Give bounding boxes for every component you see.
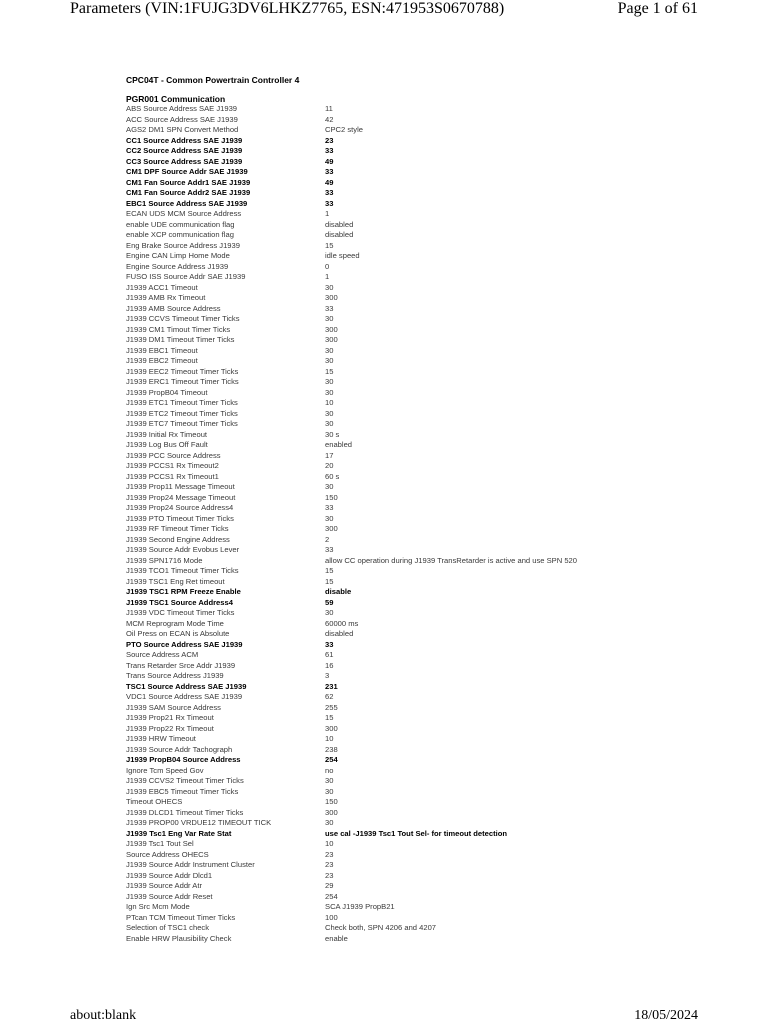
parameter-name: PTO Source Address SAE J1939	[126, 639, 243, 649]
parameter-name: VDC1 Source Address SAE J1939	[126, 692, 243, 701]
parameter-row	[126, 913, 646, 924]
parameter-name: Engine Source Address J1939	[126, 261, 229, 271]
parameter-row	[126, 902, 646, 913]
parameter-name: J1939 PropB04 Source Address	[126, 755, 241, 764]
parameter-row	[126, 388, 646, 399]
parameter-row	[126, 251, 646, 262]
parameter-value: disabled	[325, 219, 354, 229]
parameter-row	[126, 220, 646, 231]
parameter-value: 3	[325, 671, 330, 680]
parameter-row	[126, 493, 646, 504]
parameter-value: 2	[325, 534, 330, 544]
parameter-row	[126, 923, 646, 934]
parameter-value: 33	[325, 303, 334, 313]
parameter-value: enable	[325, 933, 348, 943]
parameter-name: J1939 AMB Rx Timeout	[126, 293, 206, 302]
parameter-value: 30	[325, 356, 334, 365]
parameter-value: 10	[325, 839, 334, 848]
parameter-name: J1939 CCVS2 Timeout Timer Ticks	[126, 776, 244, 785]
parameter-name: J1939 TCO1 Timeout Timer Ticks	[126, 566, 239, 575]
footer-date: 18/05/2024	[634, 1008, 698, 1023]
parameter-value: 30	[325, 282, 334, 292]
parameter-row	[126, 314, 646, 325]
parameter-row	[126, 293, 646, 304]
parameter-row	[126, 104, 646, 115]
parameter-name: Enable HRW Plausibility Check	[126, 933, 232, 943]
parameter-row	[126, 724, 646, 735]
parameter-value: 255	[325, 702, 338, 712]
parameter-value: 238	[325, 744, 338, 754]
parameter-name: Engine CAN Limp Home Mode	[126, 251, 230, 260]
parameter-value: 30	[325, 408, 334, 418]
parameter-value: 23	[325, 870, 334, 880]
parameter-row	[126, 934, 646, 945]
section-title: PGR001 Communication	[126, 94, 226, 104]
parameter-value: disable	[325, 587, 352, 596]
parameter-row	[126, 115, 646, 126]
parameter-value: 33	[325, 503, 334, 512]
parameter-value: no	[325, 765, 334, 775]
parameter-value: CPC2 style	[325, 125, 363, 134]
parameter-name: J1939 Prop24 Message Timeout	[126, 492, 236, 502]
parameter-row	[126, 440, 646, 451]
parameter-name: Source Address OHECS	[126, 849, 209, 859]
parameter-row	[126, 797, 646, 808]
parameter-row	[126, 377, 646, 388]
parameter-name: CM1 Fan Source Addr2 SAE J1939	[126, 188, 251, 197]
parameter-value: 33	[325, 146, 334, 155]
parameter-name: FUSO ISS Source Addr SAE J1939	[126, 272, 246, 281]
parameter-value: 42	[325, 114, 334, 124]
parameter-value: 150	[325, 492, 338, 502]
parameter-value: 30	[325, 513, 334, 523]
parameter-row	[126, 556, 646, 567]
parameter-row	[126, 346, 646, 357]
parameter-name: J1939 PROP00 VRDUE12 TIMEOUT TICK	[126, 818, 272, 827]
parameter-name: J1939 Source Addr Dlcd1	[126, 870, 213, 880]
parameter-row	[126, 514, 646, 525]
parameter-row	[126, 650, 646, 661]
parameter-row	[126, 398, 646, 409]
parameter-row	[126, 503, 646, 514]
parameter-value: 23	[325, 135, 334, 145]
parameter-value: 30	[325, 377, 334, 386]
parameter-row	[126, 619, 646, 630]
parameter-row	[126, 146, 646, 157]
parameter-row	[126, 136, 646, 147]
parameter-name: enable UDE communication flag	[126, 219, 235, 229]
parameter-name: J1939 Source Addr Reset	[126, 891, 213, 901]
header-title: Parameters (VIN:1FUJG3DV6LHKZ7765, ESN:471953S0670788)	[70, 0, 505, 17]
parameter-row	[126, 776, 646, 787]
parameter-name: CM1 DPF Source Addr SAE J1939	[126, 167, 248, 176]
parameter-row	[126, 745, 646, 756]
parameter-value: 61	[325, 650, 334, 659]
parameter-row	[126, 608, 646, 619]
parameter-value: 15	[325, 566, 334, 575]
parameter-value: 30	[325, 345, 334, 355]
parameter-name: J1939 Initial Rx Timeout	[126, 429, 208, 439]
parameter-name: J1939 EBC2 Timeout	[126, 356, 198, 365]
parameter-value: 1	[325, 272, 330, 281]
parameter-value: 300	[325, 335, 338, 344]
page-header	[70, 0, 698, 18]
parameter-value: 11	[325, 104, 333, 113]
parameter-value: 49	[325, 177, 334, 187]
parameter-name: J1939 PCC Source Address	[126, 450, 221, 460]
parameter-name: J1939 Tsc1 Eng Var Rate Stat	[126, 828, 232, 838]
parameter-name: CC3 Source Address SAE J1939	[126, 156, 243, 166]
parameter-value: 100	[325, 912, 338, 922]
parameter-value: 15	[325, 366, 334, 376]
parameter-row	[126, 209, 646, 220]
parameter-name: J1939 ETC2 Timeout Timer Ticks	[126, 408, 238, 418]
parameter-value: 30	[325, 776, 334, 785]
parameter-row	[126, 262, 646, 273]
parameter-value: Check both, SPN 4206 and 4207	[325, 923, 437, 932]
parameter-row	[126, 661, 646, 672]
parameter-name: J1939 Prop22 Rx Timeout	[126, 723, 214, 733]
parameter-row	[126, 671, 646, 682]
parameter-value: disabled	[325, 629, 354, 638]
parameter-name: Selection of TSC1 check	[126, 923, 210, 932]
parameter-value: 300	[325, 723, 338, 733]
parameter-value: 60 s	[325, 471, 340, 481]
parameter-name: J1939 DM1 Timeout Timer Ticks	[126, 335, 235, 344]
parameter-row	[126, 787, 646, 798]
parameter-row	[126, 703, 646, 714]
parameter-value: 10	[325, 398, 334, 407]
parameter-value: 49	[325, 156, 334, 166]
parameter-value: 300	[325, 524, 338, 533]
parameter-name: MCM Reprogram Mode Time	[126, 618, 224, 628]
parameter-name: J1939 CCVS Timeout Timer Ticks	[126, 314, 240, 323]
parameter-row	[126, 871, 646, 882]
parameter-row	[126, 860, 646, 871]
parameter-row	[126, 178, 646, 189]
parameter-name: AGS2 DM1 SPN Convert Method	[126, 125, 239, 134]
parameter-name: Eng Brake Source Address J1939	[126, 240, 240, 250]
parameter-value: 30	[325, 818, 334, 827]
parameter-row	[126, 881, 646, 892]
parameter-value: 0	[325, 261, 330, 271]
parameter-name: J1939 PCCS1 Rx Timeout2	[126, 461, 219, 470]
parameter-value: 23	[325, 849, 334, 859]
parameter-row	[126, 430, 646, 441]
parameter-row	[126, 566, 646, 577]
parameter-row	[126, 335, 646, 346]
parameter-name: J1939 EEC2 Timeout Timer Ticks	[126, 366, 239, 376]
parameter-value: 300	[325, 807, 338, 817]
parameter-name: J1939 EBC1 Timeout	[126, 345, 198, 355]
parameter-value: 17	[325, 450, 334, 460]
parameter-name: J1939 Prop11 Message Timeout	[126, 482, 235, 491]
parameter-name: Timeout OHECS	[126, 797, 183, 806]
parameter-row	[126, 461, 646, 472]
parameter-value: 15	[325, 240, 334, 250]
parameter-name: J1939 Source Addr Instrument Cluster	[126, 860, 255, 869]
parameter-row	[126, 125, 646, 136]
parameter-name: J1939 HRW Timeout	[126, 734, 196, 743]
parameter-row	[126, 545, 646, 556]
parameter-name: J1939 TSC1 RPM Freeze Enable	[126, 587, 241, 596]
parameter-row	[126, 640, 646, 651]
parameter-name: Source Address ACM	[126, 650, 199, 659]
parameter-row	[126, 577, 646, 588]
parameter-name: J1939 RF Timeout Timer Ticks	[126, 524, 229, 533]
parameter-name: J1939 PropB04 Timeout	[126, 387, 208, 397]
parameter-name: J1939 PCCS1 Rx Timeout1	[126, 471, 219, 481]
parameter-row	[126, 524, 646, 535]
parameter-row	[126, 734, 646, 745]
parameter-row	[126, 766, 646, 777]
footer-url: about:blank	[70, 1008, 137, 1023]
parameter-name: J1939 SAM Source Address	[126, 702, 221, 712]
parameter-name: ECAN UDS MCM Source Address	[126, 209, 242, 218]
parameter-value: 30 s	[325, 429, 340, 439]
parameter-value: 30	[325, 387, 334, 397]
parameter-name: J1939 PTO Timeout Timer Ticks	[126, 513, 234, 523]
parameter-row	[126, 356, 646, 367]
parameter-name: enable XCP communication flag	[126, 230, 234, 239]
parameter-list	[126, 104, 646, 944]
parameter-value: 33	[325, 545, 334, 554]
parameter-value: 33	[325, 188, 334, 197]
parameter-row	[126, 451, 646, 462]
parameter-row	[126, 850, 646, 861]
parameter-value: 33	[325, 167, 334, 176]
parameter-row	[126, 325, 646, 336]
parameter-value: 29	[325, 881, 334, 890]
parameter-row	[126, 535, 646, 546]
parameter-name: J1939 AMB Source Address	[126, 303, 221, 313]
parameter-value: 23	[325, 860, 334, 869]
parameter-value: 1	[325, 209, 330, 218]
parameter-value: 16	[325, 660, 334, 670]
parameter-row	[126, 304, 646, 315]
parameter-row	[126, 482, 646, 493]
parameter-name: J1939 Prop24 Source Address4	[126, 503, 234, 512]
parameter-name: J1939 EBC5 Timeout Timer Ticks	[126, 786, 239, 796]
parameter-name: ACC Source Address SAE J1939	[126, 114, 238, 124]
parameter-row	[126, 892, 646, 903]
parameter-value: 15	[325, 713, 334, 722]
parameter-row	[126, 157, 646, 168]
parameter-name: EBC1 Source Address SAE J1939	[126, 198, 248, 208]
parameter-name: J1939 Prop21 Rx Timeout	[126, 713, 214, 722]
parameter-value: 62	[325, 692, 334, 701]
parameter-name: J1939 TSC1 Eng Ret timeout	[126, 576, 225, 586]
parameter-value: 10	[325, 734, 334, 743]
parameter-row	[126, 629, 646, 640]
parameter-name: PTcan TCM Timeout Timer Ticks	[126, 912, 236, 922]
parameter-row	[126, 587, 646, 598]
parameter-value: 30	[325, 419, 334, 428]
parameter-name: J1939 VDC Timeout Timer Ticks	[126, 608, 235, 617]
parameter-name: J1939 Log Bus Off Fault	[126, 440, 208, 449]
parameter-value: 30	[325, 608, 334, 617]
parameter-row	[126, 241, 646, 252]
parameter-name: Ign Src Mcm Mode	[126, 902, 190, 911]
parameter-value: idle speed	[325, 251, 360, 260]
parameter-row	[126, 818, 646, 829]
parameter-row	[126, 839, 646, 850]
parameter-row	[126, 230, 646, 241]
parameter-row	[126, 598, 646, 609]
parameter-name: J1939 Tsc1 Tout Sel	[126, 839, 194, 848]
parameter-name: Trans Retarder Srce Addr J1939	[126, 660, 236, 670]
parameter-value: 33	[325, 198, 334, 208]
parameter-name: CC2 Source Address SAE J1939	[126, 146, 243, 155]
parameter-value: disabled	[325, 230, 354, 239]
parameter-name: J1939 Second Engine Address	[126, 534, 230, 544]
parameter-value: 20	[325, 461, 334, 470]
parameter-row	[126, 167, 646, 178]
parameter-value: allow CC operation during J1939 TransRetarder is active and use SPN 520	[325, 555, 577, 565]
parameter-value: 254	[325, 755, 338, 764]
parameter-row	[126, 409, 646, 420]
parameter-name: TSC1 Source Address SAE J1939	[126, 681, 247, 691]
parameter-name: J1939 SPN1716 Mode	[126, 555, 203, 565]
parameter-name: CC1 Source Address SAE J1939	[126, 135, 243, 145]
parameter-value: 60000 ms	[325, 618, 359, 628]
parameter-name: CM1 Fan Source Addr1 SAE J1939	[126, 177, 251, 187]
parameter-value: 30	[325, 786, 334, 796]
parameter-row	[126, 755, 646, 766]
parameter-name: J1939 ERC1 Timeout Timer Ticks	[126, 377, 239, 386]
parameter-name: Trans Source Address J1939	[126, 671, 224, 680]
parameter-name: J1939 Source Addr Atr	[126, 881, 202, 890]
parameter-row	[126, 199, 646, 210]
parameter-value: 300	[325, 324, 338, 334]
parameter-name: J1939 Source Addr Evobus Lever	[126, 545, 240, 554]
parameter-name: Oil Press on ECAN is Absolute	[126, 629, 230, 638]
parameter-name: Ignore Tcm Speed Gov	[126, 765, 204, 775]
parameter-row	[126, 367, 646, 378]
parameter-value: 150	[325, 797, 338, 806]
parameter-row	[126, 829, 646, 840]
parameter-name: J1939 ETC1 Timeout Timer Ticks	[126, 398, 238, 407]
parameter-value: 15	[325, 576, 334, 586]
parameter-value: 59	[325, 597, 334, 607]
parameter-row	[126, 682, 646, 693]
parameter-name: J1939 ACC1 Timeout	[126, 282, 198, 292]
parameter-value: 33	[325, 639, 334, 649]
parameter-row	[126, 808, 646, 819]
parameter-value: SCA J1939 PropB21	[325, 902, 395, 911]
parameter-value: 300	[325, 293, 338, 302]
parameter-name: J1939 DLCD1 Timeout Timer Ticks	[126, 807, 244, 817]
parameter-name: ABS Source Address SAE J1939	[126, 104, 238, 113]
parameter-row	[126, 283, 646, 294]
parameter-name: J1939 TSC1 Source Address4	[126, 597, 233, 607]
parameter-row	[126, 713, 646, 724]
parameter-name: J1939 ETC7 Timeout Timer Ticks	[126, 419, 238, 428]
parameter-value: 30	[325, 314, 334, 323]
page-number: Page 1 of 61	[617, 0, 698, 17]
parameter-row	[126, 419, 646, 430]
parameter-row	[126, 692, 646, 703]
parameter-value: 254	[325, 891, 338, 901]
page-footer	[70, 1007, 698, 1025]
parameter-name: J1939 CM1 Timout Timer Ticks	[126, 324, 231, 334]
parameter-value: 231	[325, 681, 338, 691]
parameter-name: J1939 Source Addr Tachograph	[126, 744, 233, 754]
parameter-value: 30	[325, 482, 334, 491]
parameter-value: enabled	[325, 440, 353, 449]
parameter-row	[126, 272, 646, 283]
parameter-row	[126, 472, 646, 483]
document-title: CPC04T - Common Powertrain Controller 4	[126, 75, 300, 85]
parameter-row	[126, 188, 646, 199]
parameter-value: use cal -J1939 Tsc1 Tout Sel- for timeout detection	[325, 828, 508, 838]
